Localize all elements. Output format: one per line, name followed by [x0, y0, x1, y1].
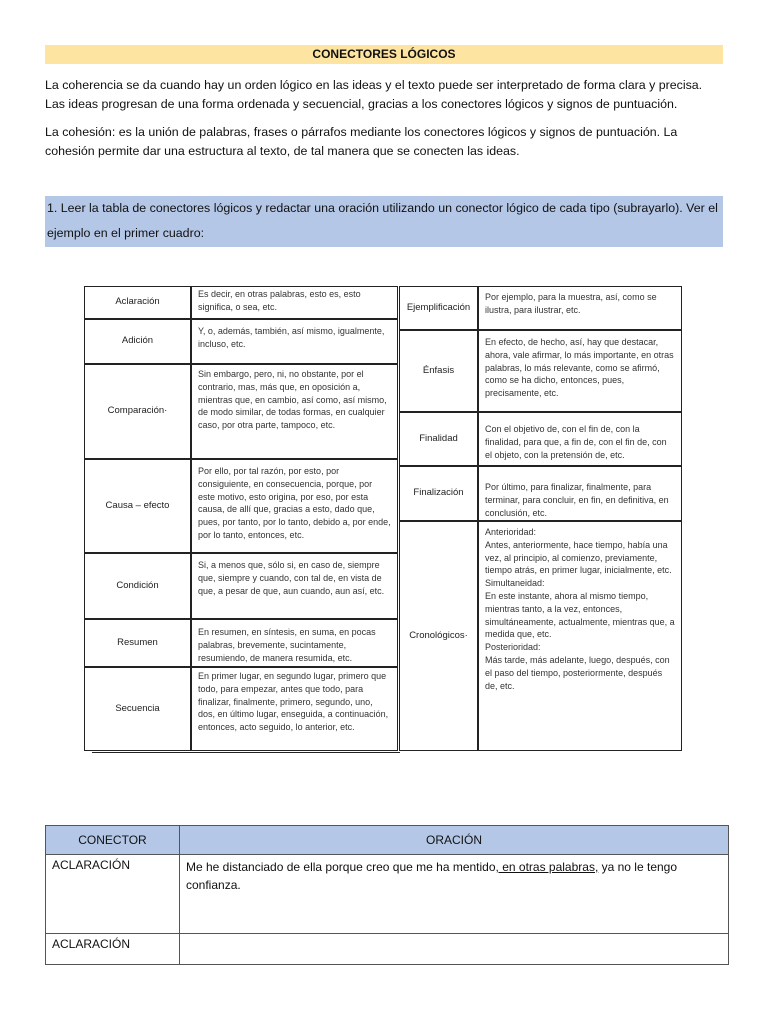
connector-label: Adición — [84, 319, 191, 364]
cohesion-paragraph: La cohesión: es la unión de palabras, frases o párrafos mediante los conectores lógicos y signos de puntuación. La cohesión permite dar una estructura al texto, de tal manera que se conecten las ideas. — [45, 125, 678, 158]
connector-label: Finalidad — [399, 412, 478, 466]
underlined-connector: , en otras palabras, — [495, 860, 599, 874]
sentence-after: ya no le tengo confianza. — [186, 860, 678, 892]
answer-table — [45, 825, 729, 965]
connector-list: Y, o, además, también, así mismo, igualmente, incluso, etc. — [191, 319, 398, 364]
connectors-reference-table — [84, 286, 682, 754]
connector-label: Énfasis — [399, 330, 478, 412]
connector-label: Resumen — [84, 619, 191, 667]
connector-label: Causa – efecto — [84, 459, 191, 553]
connector-label: Aclaración — [84, 286, 191, 319]
header-connector: CONECTOR — [46, 826, 180, 855]
sentence-cell[interactable] — [180, 855, 729, 934]
header-sentence: ORACIÓN — [180, 826, 729, 855]
connector-label: Condición — [84, 553, 191, 619]
connector-label: Finalización — [399, 466, 478, 521]
connector-list: Con el objetivo de, con el fin de, con la finalidad, para que, a fin de, con el fin de, con el objeto, con la pretensión de, etc. — [478, 412, 682, 466]
connector-list: Por ejemplo, para la muestra, así, como se ilustra, para ilustrar, etc. — [478, 286, 682, 330]
connector-label: Ejemplificación — [399, 286, 478, 330]
answer-header-row — [46, 826, 729, 855]
connector-list: Es decir, en otras palabras, esto es, esto significa, o sea, etc. — [191, 286, 398, 319]
connector-label: Cronológicos· — [399, 521, 478, 751]
coherence-paragraph: La coherencia se da cuando hay un orden lógico en las ideas y el texto puede ser interpretado de forma clara y precisa. Las ideas progresan de una forma ordenada y secuencial, gracias a los conectores lógicos y signos de puntuación. — [45, 78, 703, 111]
connector-list: En efecto, de hecho, así, hay que destacar, ahora, vale afirmar, lo más importante, en otras palabras, lo más relevante, como se afirmó, como se ha dicho, entonces, pues, precisamente, etc. — [478, 330, 682, 412]
connector-cell: ACLARACIÓN — [46, 934, 180, 965]
connector-list: Si, a menos que, sólo si, en caso de, siempre que, siempre y cuando, con tal de, en vista de que, a pesar de que, aun cuando, aun así, etc. — [191, 553, 398, 619]
table-row — [46, 934, 729, 965]
connector-list: En resumen, en síntesis, en suma, en pocas palabras, brevemente, sucintamente, resumiendo, de manera resumida, etc. — [191, 619, 398, 667]
table-bottom-rule — [92, 752, 400, 753]
connector-list: Por último, para finalizar, finalmente, para terminar, para concluir, en fin, en definitiva, en conclusión, etc. — [478, 466, 682, 521]
connector-list: Sin embargo, pero, ni, no obstante, por el contrario, mas, más que, en oposición a, mientras que, en cambio, así como, así mismo, de modo similar, de todas formas, en cualquier caso, por otra parte, tampoco, etc. — [191, 364, 398, 459]
connector-list: Por ello, por tal razón, por esto, por consiguiente, en consecuencia, porque, por este motivo, esto origina, por eso, por esta causa, de allí que, gracias a esto, dado que, pues, por tanto, por lo tanto, debido a, por ende, por lo tanto, entonces, etc. — [191, 459, 398, 553]
connector-cell: ACLARACIÓN — [46, 855, 180, 934]
sentence-cell-empty[interactable] — [180, 934, 729, 965]
connector-label: Comparación· — [84, 364, 191, 459]
connector-list: En primer lugar, en segundo lugar, primero que todo, para empezar, antes que todo, para finalizar, finalmente, primero, segundo, uno, dos, en último lugar, enseguida, a continuación, entonces, acto seguido, lo anterior, etc. — [191, 667, 398, 751]
connector-label: Secuencia — [84, 667, 191, 751]
task-instruction: 1. Leer la tabla de conectores lógicos y redactar una oración utilizando un conector lógico de cada tipo (subrayarlo). Ver el ejemplo en el primer cuadro: — [45, 196, 723, 247]
sentence-before: Me he distanciado de ella porque creo que me ha mentido — [186, 860, 496, 874]
table-row — [46, 855, 729, 934]
document-title: CONECTORES LÓGICOS — [45, 45, 723, 64]
connector-list: Anterioridad: Antes, anteriormente, hace tiempo, había una vez, al principio, al comienzo, previamente, tiempo atrás, en primer lugar, inicialmente, etc. Simultaneidad: En este instante, ahora al mismo tiempo, mientras tanto, a la vez, entonces, simultáneamente, actualmente, mientras que, a medida que, etc. Posterioridad: Más tarde, más adelante, luego, después, con el paso del tiempo, posteriormente, después de, etc. — [478, 521, 682, 751]
